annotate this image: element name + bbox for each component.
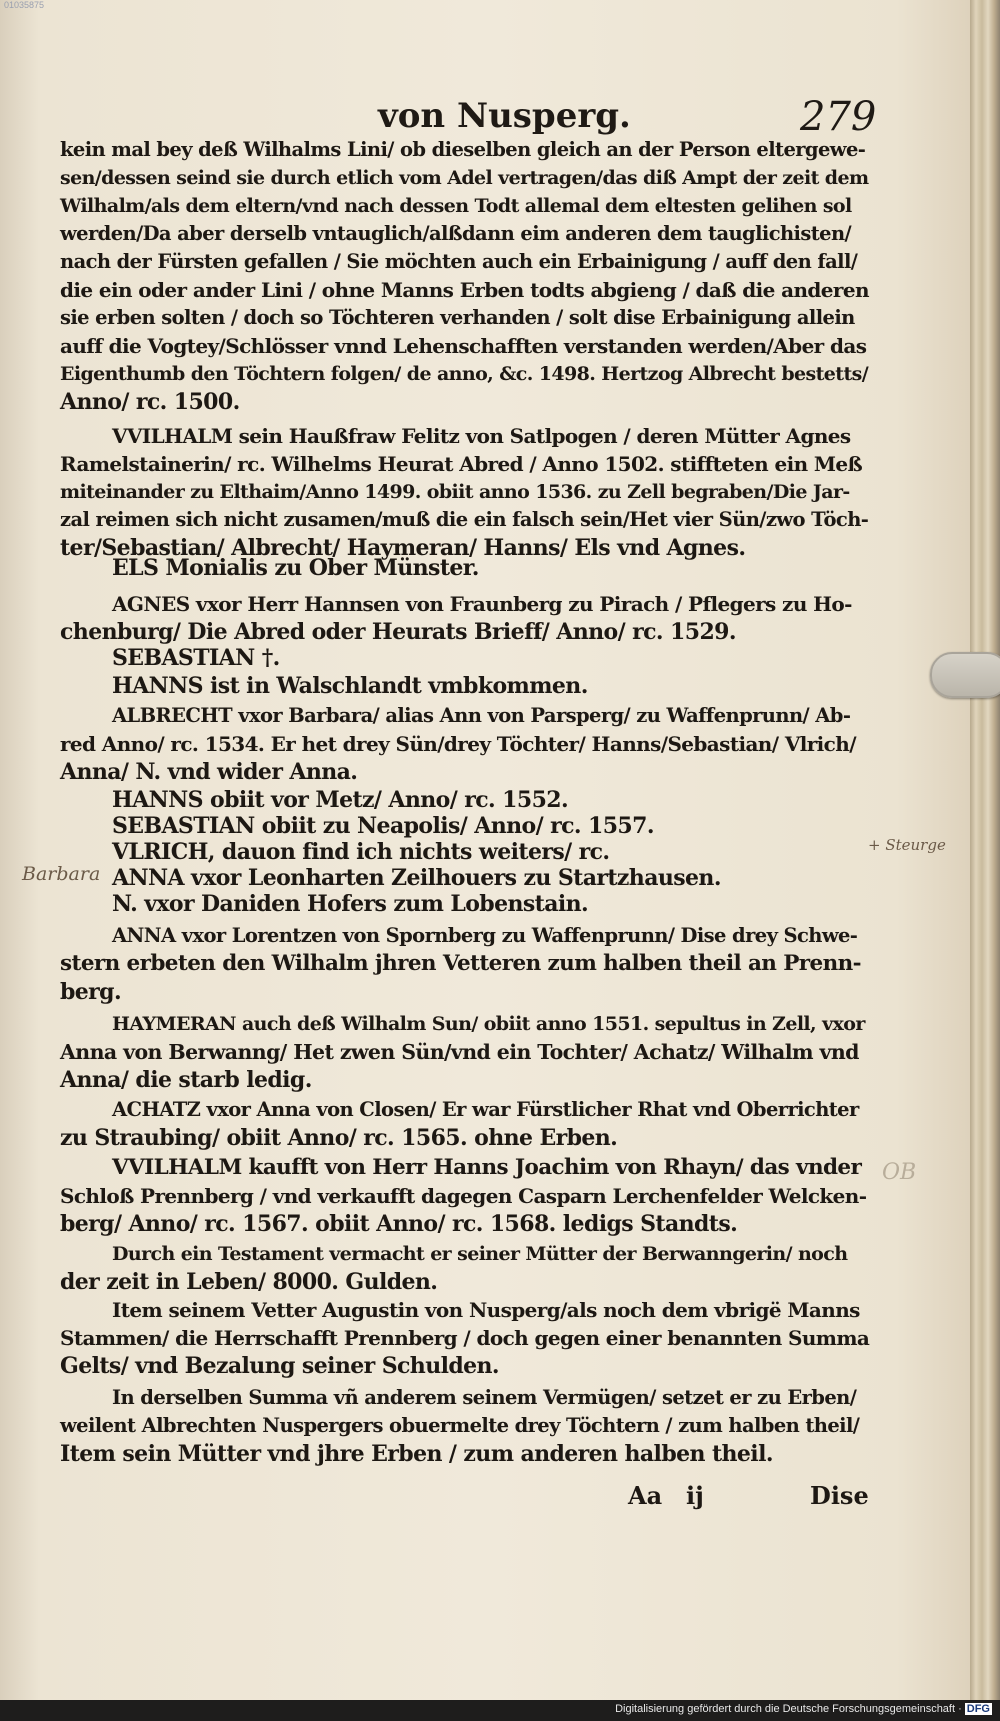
text-line: Schloß Prennberg / vnd verkaufft dagegen Casparn Lerchenfelder Welcken- bbox=[60, 1184, 867, 1208]
margin-mark-right: OB bbox=[882, 1160, 917, 1185]
text-line: HANNS ist in Walschlandt vmbkommen. bbox=[112, 673, 588, 699]
text-line: ANNA vxor Lorentzen von Spornberg zu Waffenprunn/ Dise drey Schwe- bbox=[112, 924, 858, 947]
text-line: In derselben Summa vñ anderem seinem Vermügen/ setzet er zu Erben/ bbox=[112, 1386, 857, 1409]
text-line: Gelts/ vnd Bezalung seiner Schulden. bbox=[60, 1353, 499, 1379]
text-line: sie erben solten / doch so Töchteren verhanden / solt dise Erbainigung allein bbox=[60, 306, 855, 329]
scan-id: 01035875 bbox=[4, 0, 45, 10]
dfg-badge: DFG bbox=[966, 1703, 990, 1715]
text-line: kein mal bey deß Wilhalms Lini/ ob dieselben gleich an der Person eltergewe- bbox=[60, 138, 866, 161]
text-line: VLRICH, dauon find ich nichts weiters/ rc. bbox=[112, 839, 610, 865]
text-line: SEBASTIAN †. bbox=[112, 645, 280, 671]
text-line: zu Straubing/ obiit Anno/ rc. 1565. ohne Erben. bbox=[60, 1125, 618, 1151]
text-line: die ein oder ander Lini / ohne Manns Erben todts abgieng / daß die anderen bbox=[60, 278, 869, 302]
text-line: berg. bbox=[60, 979, 122, 1005]
text-line: VVILHALM sein Haußfraw Felitz von Satlpogen / deren Mütter Agnes bbox=[112, 424, 851, 448]
text-line: auff die Vogtey/Schlösser vnnd Lehenschafften verstanden werden/Aber das bbox=[60, 334, 867, 358]
text-line: Item seinem Vetter Augustin von Nusperg/als noch dem vbrigë Manns bbox=[112, 1298, 860, 1322]
text-line: berg/ Anno/ rc. 1567. obiit Anno/ rc. 1568. ledigs Standts. bbox=[60, 1211, 738, 1237]
text-line: HANNS obiit vor Metz/ Anno/ rc. 1552. bbox=[112, 787, 569, 813]
text-line: der zeit in Leben/ 8000. Gulden. bbox=[60, 1269, 438, 1295]
signature-mark-number: ij bbox=[686, 1481, 704, 1510]
margin-note-right: + Steurge bbox=[868, 836, 946, 854]
text-line: HAYMERAN auch deß Wilhalm Sun/ obiit anno 1551. sepultus in Zell, vxor bbox=[112, 1013, 865, 1035]
text-line: N. vxor Daniden Hofers zum Lobenstain. bbox=[112, 891, 589, 917]
text-line: stern erbeten den Wilhalm jhren Vetteren zum halben theil an Prenn- bbox=[60, 951, 861, 976]
text-line: Anna/ N. vnd wider Anna. bbox=[60, 759, 358, 785]
catchword: Dise bbox=[810, 1481, 869, 1510]
signature-mark: Aa bbox=[628, 1481, 663, 1510]
text-line: weilent Albrechten Nuspergers obuermelte drey Töchtern / zum halben theil/ bbox=[60, 1414, 860, 1437]
margin-note-left: Barbara bbox=[22, 863, 101, 885]
text-line: ter/Sebastian/ Albrecht/ Haymeran/ Hanns/ Els vnd Agnes. bbox=[60, 535, 746, 561]
text-line: AGNES vxor Herr Hannsen von Fraunberg zu Pirach / Pflegers zu Ho- bbox=[112, 592, 852, 616]
running-head: von Nusperg. bbox=[378, 96, 631, 136]
text-line: red Anno/ rc. 1534. Er het drey Sün/drey Töchter/ Hanns/Sebastian/ Vlrich/ bbox=[60, 732, 856, 756]
text-line: Durch ein Testament vermacht er seiner Mütter der Berwanngerin/ noch bbox=[112, 1243, 848, 1265]
page-edges bbox=[970, 0, 1000, 1700]
page-clip bbox=[930, 652, 1000, 698]
text-line: Eigenthumb den Töchtern folgen/ de anno, &c. 1498. Hertzog Albrecht bestetts/ bbox=[60, 363, 869, 385]
text-line: miteinander zu Elthaim/Anno 1499. obiit anno 1536. zu Zell begraben/Die Jar- bbox=[60, 481, 850, 503]
credit-line bbox=[615, 1703, 992, 1715]
page-number: 279 bbox=[800, 94, 877, 140]
text-line: ANNA vxor Leonharten Zeilhouers zu Startzhausen. bbox=[112, 865, 721, 891]
text-line: Anna von Berwanng/ Het zwen Sün/vnd ein Tochter/ Achatz/ Wilhalm vnd bbox=[60, 1040, 859, 1064]
text-line: nach der Fürsten gefallen / Sie möchten auch ein Erbainigung / auff den fall/ bbox=[60, 250, 858, 273]
text-line: zal reimen sich nicht zusamen/muß die ein falsch sein/Het vier Sün/zwo Töch- bbox=[60, 508, 869, 531]
text-line: werden/Da aber derselb vntauglich/alßdann eim anderen dem tauglichisten/ bbox=[60, 222, 852, 245]
text-line: chenburg/ Die Abred oder Heurats Brieff/ Anno/ rc. 1529. bbox=[60, 619, 736, 645]
text-line: VVILHALM kaufft von Herr Hanns Joachim von Rhayn/ das vnder bbox=[112, 1155, 862, 1180]
text-line: ELS Monialis zu Ober Münster. bbox=[112, 555, 479, 581]
text-line: Wilhalm/als dem eltern/vnd nach dessen Todt allemal dem eltesten gelihen sol bbox=[60, 195, 852, 217]
text-line: Stammen/ die Herrschafft Prennberg / doch gegen einer benannten Summa bbox=[60, 1326, 870, 1350]
text-line: SEBASTIAN obiit zu Neapolis/ Anno/ rc. 1557. bbox=[112, 813, 654, 839]
text-line: Item sein Mütter vnd jhre Erben / zum anderen halben theil. bbox=[60, 1441, 773, 1467]
text-line: Anna/ die starb ledig. bbox=[60, 1067, 312, 1093]
text-line: ACHATZ vxor Anna von Closen/ Er war Fürstlicher Rhat vnd Oberrichter bbox=[112, 1098, 859, 1121]
text-line: sen/dessen seind sie durch etlich vom Adel vertragen/das diß Ampt der zeit dem bbox=[60, 167, 869, 189]
text-line: Anno/ rc. 1500. bbox=[60, 389, 240, 415]
text-line: Ramelstainerin/ rc. Wilhelms Heurat Abred / Anno 1502. stiffteten ein Meß bbox=[60, 452, 863, 476]
text-line: ALBRECHT vxor Barbara/ alias Ann von Parsperg/ zu Waffenprunn/ Ab- bbox=[112, 704, 851, 727]
credit-text: Digitalisierung gefördert durch die Deutsche Forschungsgemeinschaft · bbox=[615, 1703, 962, 1715]
